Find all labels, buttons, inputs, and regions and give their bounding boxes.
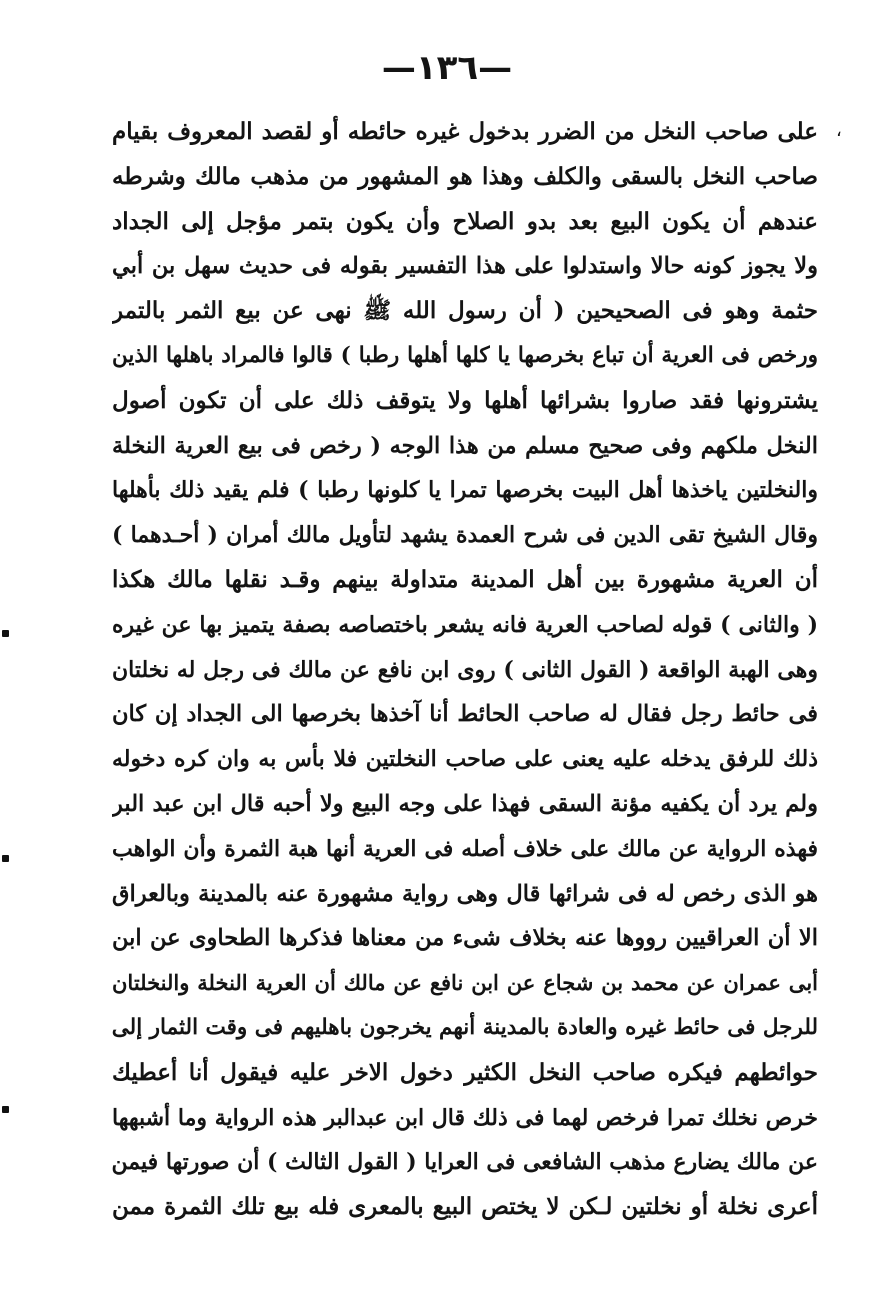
text-line: أن العرية مشهورة بين أهل المدينة متداولة بينهم وقـد نقلها مالك هكذا xyxy=(112,565,818,593)
margin-dot xyxy=(2,1106,9,1113)
text-line: للرجل فى حائط غيره والعادة بالمدينة أنهم يخرجون باهليهم فى وقت الثمار إلى xyxy=(112,1014,818,1040)
text-line: ذلك للرفق يدخله عليه يعنى على صاحب النخلتين فلا بأس به وان كره دخوله xyxy=(112,746,818,773)
margin-dot xyxy=(2,855,9,862)
text-line: على صاحب النخل من الضرر بدخول غيره حائطه أو لقصد المعروف بقيام xyxy=(112,118,818,145)
text-line: حثمة وهو فى الصحيحين ( أن رسول الله ﷺ نهى عن بيع الثمر بالتمر xyxy=(112,297,818,325)
text-line: فى حائط رجل فقال له صاحب الحائط أنا آخذها بخرصها الى الجداد إن كان xyxy=(112,701,818,728)
margin-mark: ، xyxy=(836,120,842,141)
text-line: ( والثانى ) قوله لصاحب العرية فانه يشعر باختصاصه بصفة يتميز بها عن غيره xyxy=(112,611,818,638)
text-line: ولم يرد أن يكفيه مؤنة السقى فهذا على وجه البيع ولا أحبه قال ابن عبد البر xyxy=(112,790,818,817)
body-text xyxy=(112,110,818,1230)
text-line: حوائطهم فيكره صاحب النخل الكثير دخول الاخر عليه فيقول أنا أعطيك xyxy=(112,1058,818,1086)
text-line: وهى الهبة الواقعة ( القول الثانى ) روى ابن نافع عن مالك فى رجل له نخلتان xyxy=(112,656,818,683)
text-line: وقال الشيخ تقى الدين فى شرح العمدة يشهد لتأويل مالك أمران ( أحـدهما ) xyxy=(112,522,818,549)
text-line: صاحب النخل بالسقى والكلف وهذا هو المشهور من مذهب مالك وشرطه xyxy=(112,162,818,190)
text-line: أبى عمران عن محمد بن شجاع عن ابن نافع عن مالك أن العرية النخلة والنخلتان xyxy=(112,970,818,996)
text-line: الا أن العراقيين رووها عنه بخلاف شىء من معناها فذكرها الطحاوى عن ابن xyxy=(112,925,818,952)
text-line: عن مالك يضارع مذهب الشافعى فى العرايا ( القول الثالث ) أن صورتها فيمن xyxy=(112,1149,818,1176)
text-line: والنخلتين ياخذها أهل البيت بخرصها تمرا يا كلونها رطبا ) فلم يقيد ذلك بأهلها xyxy=(112,477,818,504)
text-line: النخل ملكهم وفى صحيح مسلم من هذا الوجه ( رخص فى بيع العرية النخلة xyxy=(112,432,818,459)
text-line: يشترونها فقد صاروا بشرائها أهلها ولا يتوقف ذلك على أن تكون أصول xyxy=(112,386,818,414)
text-line: فهذه الرواية عن مالك على خلاف أصله فى العرية أنها هبة الثمرة وأن الواهب xyxy=(112,835,818,862)
text-line: ورخص فى العرية أن تباع بخرصها يا كلها أهلها رطبا ) قالوا فالمراد باهلها الذين xyxy=(112,342,818,368)
margin-dot xyxy=(2,630,9,637)
text-line: أعرى نخلة أو نخلتين لـكن لا يختص البيع بالمعرى فله بيع تلك الثمرة ممن xyxy=(112,1193,818,1221)
text-line: ولا يجوز كونه حالا واستدلوا على هذا التفسير بقوله فى حديث سهل بن أبي xyxy=(112,253,818,280)
text-line: هو الذى رخص له فى شرائها قال وهى رواية مشهورة عنه بالمدينة وبالعراق xyxy=(112,880,818,907)
text-line: خرص نخلك تمرا فرخص لهما فى ذلك قال ابن عبدالبر هذه الرواية وما أشبهها xyxy=(112,1104,818,1131)
text-line: عندهم أن يكون البيع بعد بدو الصلاح وأن يكون بتمر مؤجل إلى الجداد xyxy=(112,207,818,235)
page-number: —١٣٦— xyxy=(381,48,513,88)
